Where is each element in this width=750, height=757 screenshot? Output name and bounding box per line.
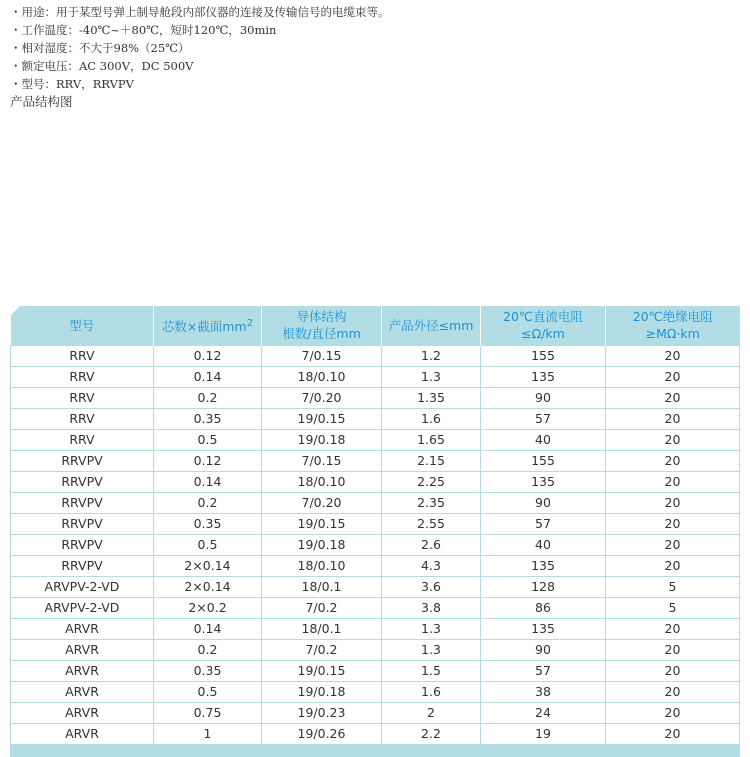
header-resistance xyxy=(481,306,606,345)
cell-cores: 0.5 xyxy=(154,534,262,555)
cell-insulation: 20 xyxy=(606,534,740,555)
cell-resistance: 90 xyxy=(481,639,606,660)
cell-model: RRVPV xyxy=(11,471,154,492)
cell-cores: 0.14 xyxy=(154,366,262,387)
cell-model: ARVR xyxy=(11,660,154,681)
cell-model: ARVR xyxy=(11,723,154,744)
table-row xyxy=(11,702,740,723)
spec-table xyxy=(10,306,740,757)
cell-diameter: 3.6 xyxy=(382,576,481,597)
header-resistance-label: 20℃直流电阻≤Ω/km xyxy=(503,309,583,342)
cell-diameter: 2.2 xyxy=(382,723,481,744)
cell-diameter: 2.6 xyxy=(382,534,481,555)
cell-conductor: 7/0.2 xyxy=(262,597,382,618)
cell-resistance: 135 xyxy=(481,471,606,492)
header-insulation xyxy=(606,306,740,345)
cell-resistance: 19 xyxy=(481,723,606,744)
header-insulation-line1: 20℃绝缘电阻 xyxy=(632,309,713,325)
cell-conductor: 7/0.15 xyxy=(262,450,382,471)
cell-insulation: 5 xyxy=(606,576,740,597)
cell-insulation: 20 xyxy=(606,702,740,723)
cell-model: ARVR xyxy=(11,681,154,702)
cell-model: ARVR xyxy=(11,618,154,639)
cell-diameter: 3.8 xyxy=(382,597,481,618)
cell-model: RRV xyxy=(11,408,154,429)
cell-conductor: 19/0.18 xyxy=(262,534,382,555)
header-cores-sup: 2 xyxy=(246,318,254,330)
cell-insulation: 20 xyxy=(606,618,740,639)
spec-temperature: ・工作温度：-40℃~＋80℃，短时120℃，30min xyxy=(10,23,277,37)
cell-diameter: 2.25 xyxy=(382,471,481,492)
cell-cores: 0.5 xyxy=(154,681,262,702)
header-conductor-line1: 导体结构 xyxy=(296,309,347,325)
cell-resistance: 24 xyxy=(481,702,606,723)
cell-model: ARVPV-2-VD xyxy=(11,597,154,618)
cell-conductor: 7/0.20 xyxy=(262,387,382,408)
header-diameter-label: 产品外径≤mm xyxy=(388,317,474,333)
cell-conductor: 7/0.2 xyxy=(262,639,382,660)
cell-insulation: 20 xyxy=(606,450,740,471)
header-conductor-line2: 根数/直径mm xyxy=(282,326,361,342)
cell-conductor: 19/0.26 xyxy=(262,723,382,744)
cell-conductor: 19/0.23 xyxy=(262,702,382,723)
cell-cores: 0.75 xyxy=(154,702,262,723)
header-model xyxy=(11,306,154,345)
cell-conductor: 19/0.15 xyxy=(262,513,382,534)
table-row xyxy=(11,471,740,492)
cell-cores: 0.35 xyxy=(154,513,262,534)
table-row xyxy=(11,345,740,366)
cell-model: RRVPV xyxy=(11,513,154,534)
cell-resistance: 90 xyxy=(481,387,606,408)
cell-insulation: 20 xyxy=(606,660,740,681)
cell-diameter: 1.6 xyxy=(382,681,481,702)
spec-usage: ・用途：用于某型号弹上制导舱段内部仪器的连接及传输信号的电缆束等。 xyxy=(10,5,390,19)
cell-cores: 1 xyxy=(154,723,262,744)
table-row xyxy=(11,660,740,681)
cell-resistance: 155 xyxy=(481,345,606,366)
cell-resistance: 155 xyxy=(481,450,606,471)
cell-diameter: 1.6 xyxy=(382,408,481,429)
table-row xyxy=(11,408,740,429)
cell-resistance: 38 xyxy=(481,681,606,702)
cell-insulation: 5 xyxy=(606,597,740,618)
cell-model: RRVPV xyxy=(11,450,154,471)
cell-model: ARVPV-2-VD xyxy=(11,576,154,597)
cell-cores: 2×0.2 xyxy=(154,597,262,618)
table-footer-bar xyxy=(11,744,740,756)
cell-cores: 2×0.14 xyxy=(154,555,262,576)
cell-resistance: 135 xyxy=(481,618,606,639)
cell-insulation: 20 xyxy=(606,387,740,408)
section-title: 产品结构图 xyxy=(10,94,73,109)
corner-marker-icon xyxy=(11,306,20,315)
table-row xyxy=(11,534,740,555)
table-header-row xyxy=(11,306,740,345)
cell-conductor: 19/0.18 xyxy=(262,429,382,450)
cell-conductor: 18/0.10 xyxy=(262,471,382,492)
cell-cores: 0.12 xyxy=(154,450,262,471)
cell-resistance: 40 xyxy=(481,534,606,555)
table-footer-cell xyxy=(11,744,740,756)
cell-model: RRV xyxy=(11,429,154,450)
table-row xyxy=(11,576,740,597)
cell-insulation: 20 xyxy=(606,555,740,576)
cell-insulation: 20 xyxy=(606,492,740,513)
cell-cores: 0.35 xyxy=(154,408,262,429)
cell-cores: 0.35 xyxy=(154,660,262,681)
cell-diameter: 1.3 xyxy=(382,366,481,387)
table-row xyxy=(11,450,740,471)
cell-cores: 2×0.14 xyxy=(154,576,262,597)
table-row xyxy=(11,366,740,387)
header-cores xyxy=(154,306,262,345)
cell-resistance: 57 xyxy=(481,513,606,534)
table-row xyxy=(11,639,740,660)
cell-insulation: 20 xyxy=(606,408,740,429)
cell-conductor: 19/0.15 xyxy=(262,660,382,681)
cell-conductor: 7/0.15 xyxy=(262,345,382,366)
cell-insulation: 20 xyxy=(606,681,740,702)
spec-list xyxy=(10,3,390,93)
table-row xyxy=(11,387,740,408)
cell-insulation: 20 xyxy=(606,345,740,366)
cell-insulation: 20 xyxy=(606,639,740,660)
cell-cores: 0.12 xyxy=(154,345,262,366)
cell-model: ARVR xyxy=(11,639,154,660)
cell-diameter: 2.15 xyxy=(382,450,481,471)
header-insulation-line2: ≥MΩ·km xyxy=(645,326,700,342)
table-row xyxy=(11,492,740,513)
cell-conductor: 18/0.1 xyxy=(262,618,382,639)
cell-resistance: 128 xyxy=(481,576,606,597)
cell-conductor: 19/0.15 xyxy=(262,408,382,429)
spec-humidity: ・相对湿度：不大于98%（25℃） xyxy=(10,41,190,55)
cell-cores: 0.14 xyxy=(154,618,262,639)
cell-conductor: 18/0.1 xyxy=(262,576,382,597)
cell-diameter: 1.3 xyxy=(382,639,481,660)
cell-insulation: 20 xyxy=(606,513,740,534)
cell-diameter: 1.2 xyxy=(382,345,481,366)
cell-model: ARVR xyxy=(11,702,154,723)
cell-conductor: 7/0.20 xyxy=(262,492,382,513)
cell-model: RRVPV xyxy=(11,534,154,555)
cell-diameter: 2.55 xyxy=(382,513,481,534)
cell-diameter: 1.3 xyxy=(382,618,481,639)
table-body xyxy=(11,345,740,744)
cell-model: RRV xyxy=(11,345,154,366)
cell-diameter: 4.3 xyxy=(382,555,481,576)
cell-diameter: 1.35 xyxy=(382,387,481,408)
cell-cores: 0.5 xyxy=(154,429,262,450)
table-row xyxy=(11,681,740,702)
cell-resistance: 57 xyxy=(481,660,606,681)
cell-diameter: 1.65 xyxy=(382,429,481,450)
cell-resistance: 135 xyxy=(481,366,606,387)
table-row xyxy=(11,555,740,576)
cell-resistance: 40 xyxy=(481,429,606,450)
header-cores-label: 芯数×截面mm xyxy=(161,319,247,335)
cell-cores: 0.2 xyxy=(154,492,262,513)
cell-cores: 0.2 xyxy=(154,639,262,660)
spec-table-container xyxy=(10,306,739,757)
table-row xyxy=(11,597,740,618)
cell-diameter: 2 xyxy=(382,702,481,723)
table-row xyxy=(11,429,740,450)
spec-voltage: ・额定电压：AC 300V，DC 500V xyxy=(10,59,194,73)
cell-model: RRV xyxy=(11,366,154,387)
cell-cores: 0.14 xyxy=(154,471,262,492)
header-model-label: 型号 xyxy=(69,317,95,333)
table-row xyxy=(11,618,740,639)
cell-insulation: 20 xyxy=(606,366,740,387)
cell-resistance: 86 xyxy=(481,597,606,618)
cell-insulation: 20 xyxy=(606,723,740,744)
cell-cores: 0.2 xyxy=(154,387,262,408)
table-row xyxy=(11,513,740,534)
cell-resistance: 57 xyxy=(481,408,606,429)
cell-resistance: 90 xyxy=(481,492,606,513)
cell-conductor: 18/0.10 xyxy=(262,555,382,576)
cell-conductor: 19/0.18 xyxy=(262,681,382,702)
cell-diameter: 1.5 xyxy=(382,660,481,681)
cell-insulation: 20 xyxy=(606,471,740,492)
cell-conductor: 18/0.10 xyxy=(262,366,382,387)
cell-resistance: 135 xyxy=(481,555,606,576)
cell-model: RRVPV xyxy=(11,492,154,513)
cell-model: RRV xyxy=(11,387,154,408)
header-conductor xyxy=(262,306,382,345)
table-row xyxy=(11,723,740,744)
product-structure-diagram xyxy=(10,114,710,294)
cell-insulation: 20 xyxy=(606,429,740,450)
cell-model: RRVPV xyxy=(11,555,154,576)
spec-model: ・型号：RRV，RRVPV xyxy=(10,77,134,91)
header-diameter xyxy=(382,306,481,345)
cell-diameter: 2.35 xyxy=(382,492,481,513)
